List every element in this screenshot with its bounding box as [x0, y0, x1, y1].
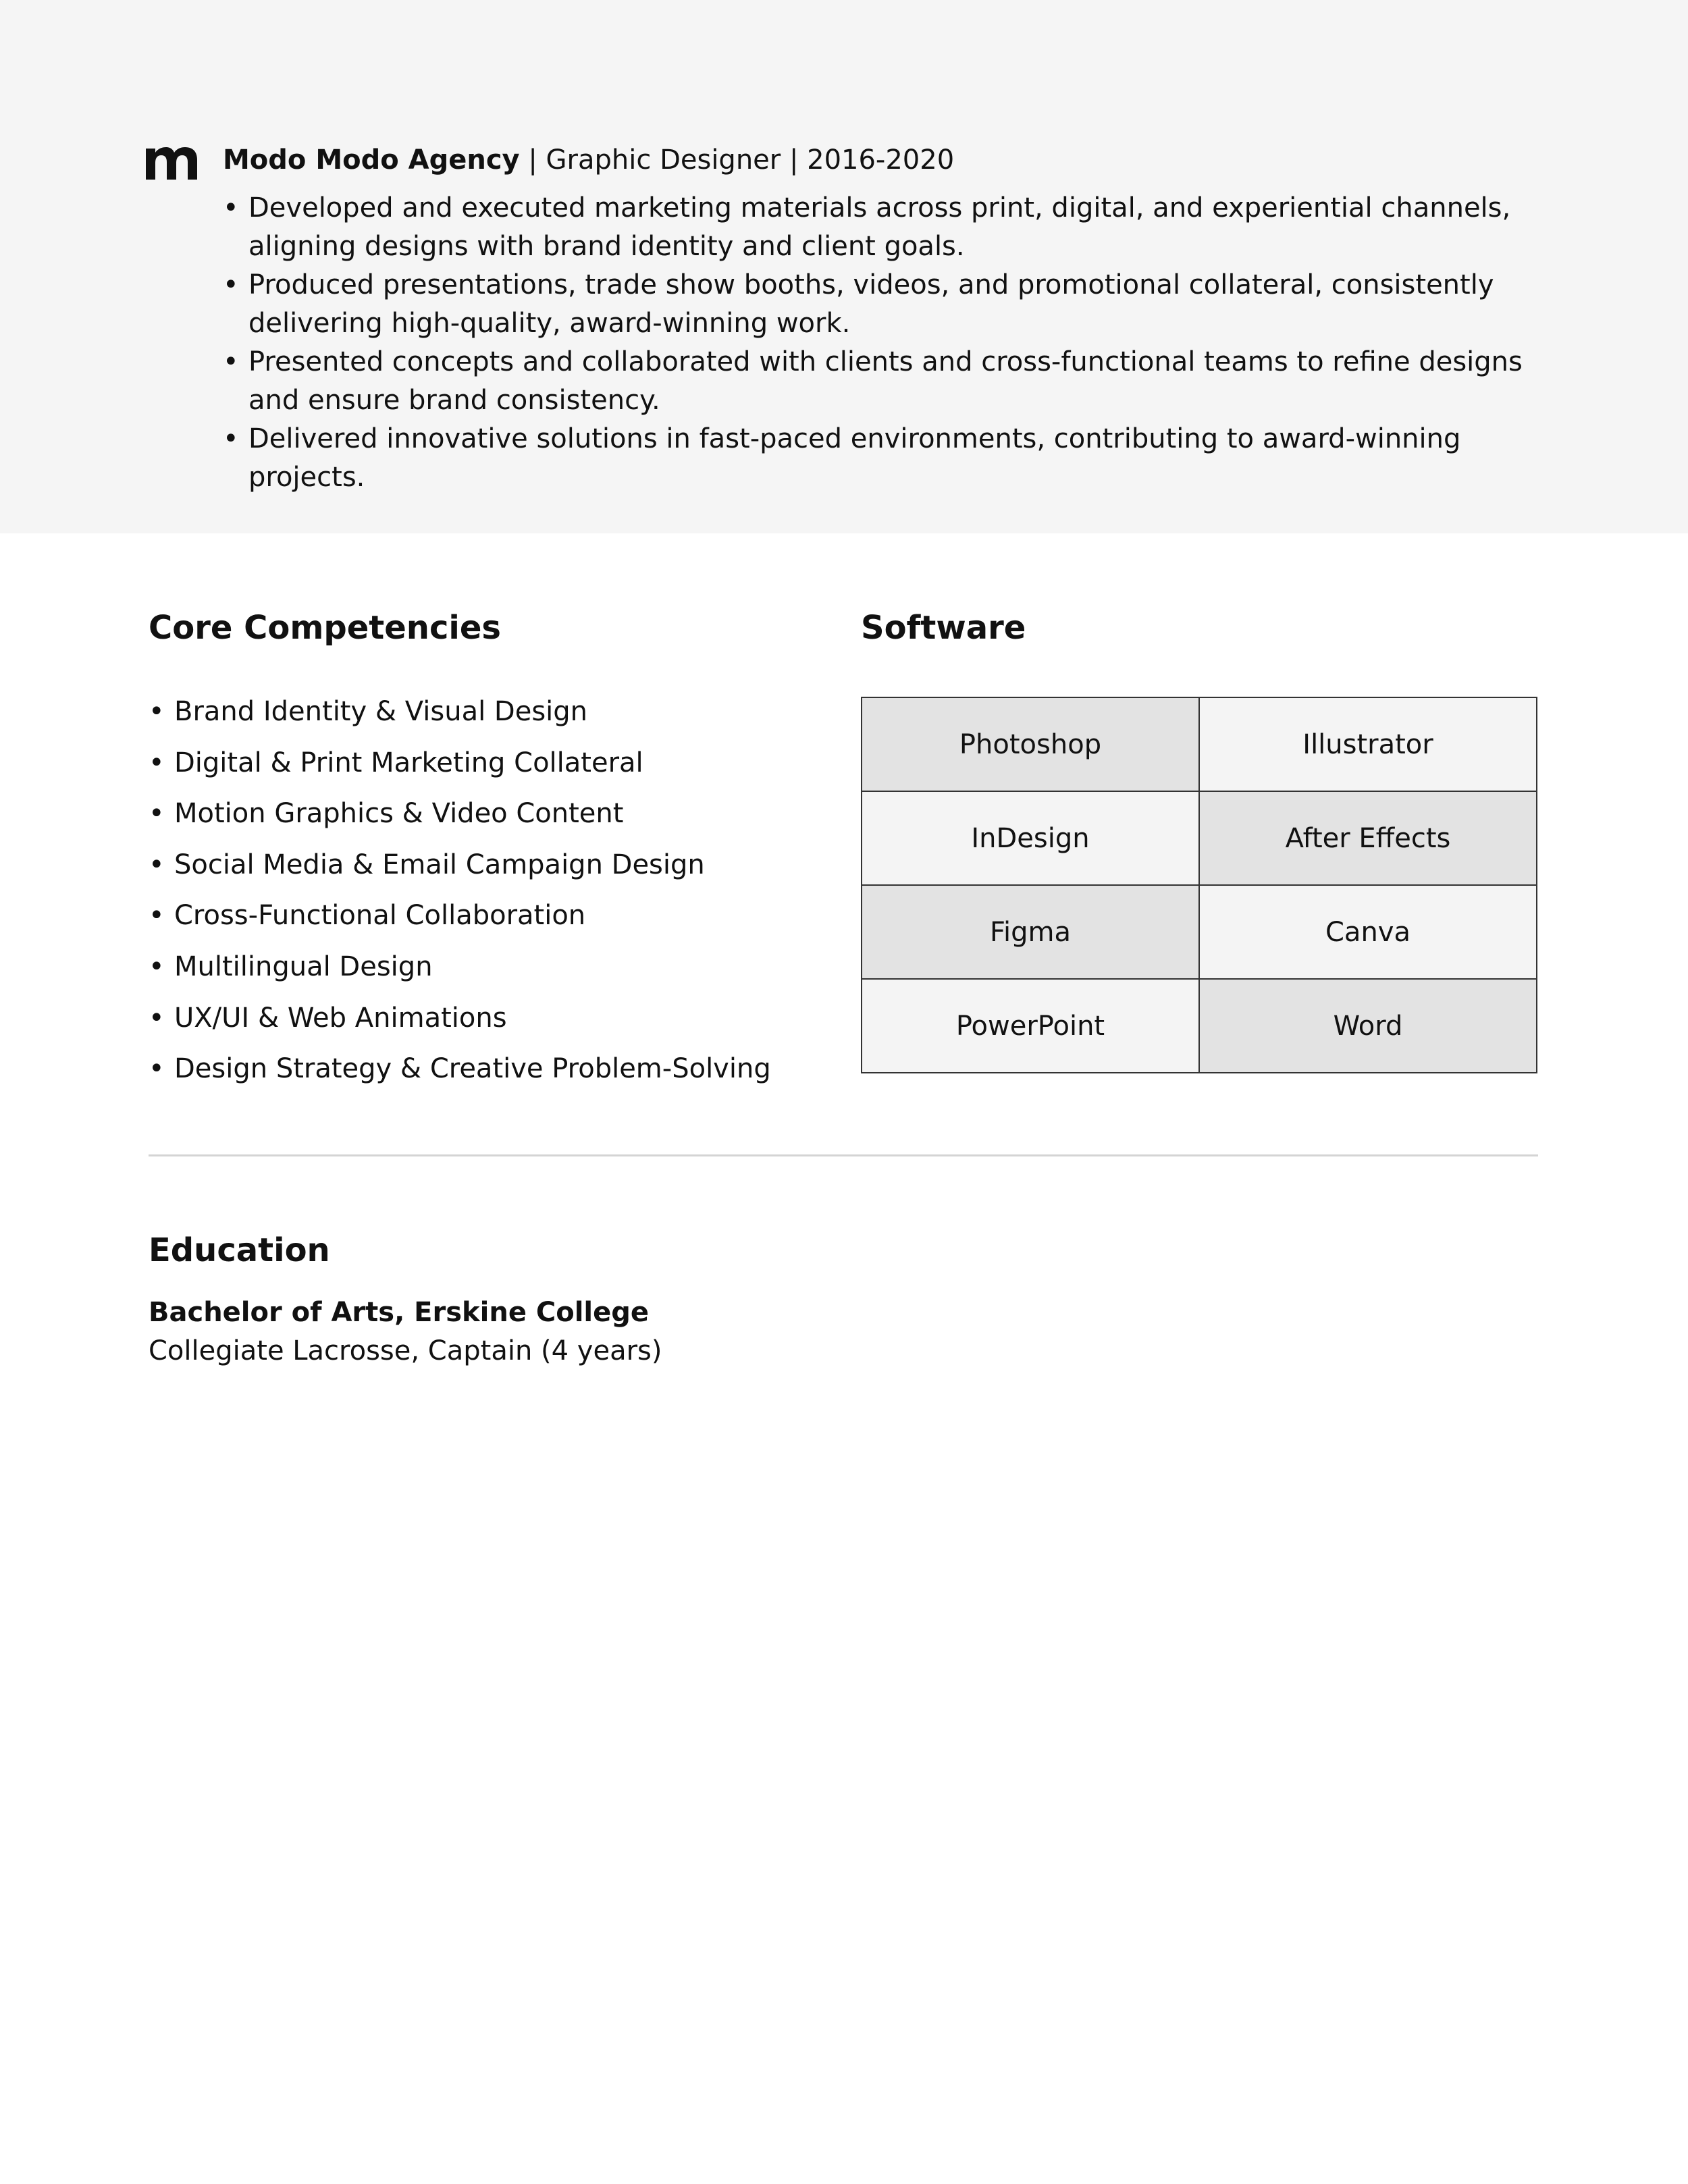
education-heading: Education — [149, 1231, 330, 1269]
modo-modo-logo-icon — [146, 143, 204, 180]
software-heading: Software — [861, 609, 1026, 647]
job-title-line — [223, 140, 954, 180]
competency-item: • Motion Graphics & Video Content — [149, 789, 771, 840]
software-cell: Photoshop — [862, 697, 1199, 791]
competency-item: • Brand Identity & Visual Design — [149, 687, 771, 738]
education-degree: Bachelor of Arts, Erskine College — [149, 1297, 650, 1328]
competency-item: • UX/UI & Web Animations — [149, 993, 771, 1044]
competency-item: • Design Strategy & Creative Problem-Solving — [149, 1044, 771, 1095]
software-cell: Figma — [862, 885, 1199, 979]
software-cell: After Effects — [1199, 791, 1537, 885]
competency-item: • Cross-Functional Collaboration — [149, 890, 771, 942]
company-name: Modo Modo Agency — [223, 144, 520, 176]
software-cell: InDesign — [862, 791, 1199, 885]
experience-bullet: • Developed and executed marketing materials across print, digital, and experiential channels, aligning designs with brand identity and client goals. — [223, 189, 1566, 266]
software-row — [862, 885, 1537, 979]
core-competencies-heading: Core Competencies — [149, 609, 501, 647]
experience-bullets — [223, 189, 1566, 497]
software-cell: Canva — [1199, 885, 1537, 979]
experience-bullet: • Produced presentations, trade show booths, videos, and promotional collateral, consistently delivering high-quality, award-winning work. — [223, 266, 1566, 343]
competency-item: • Digital & Print Marketing Collateral — [149, 738, 771, 789]
software-row — [862, 697, 1537, 791]
experience-bullet: • Presented concepts and collaborated with clients and cross-functional teams to refine designs and ensure brand consistency. — [223, 343, 1566, 420]
competencies-list — [149, 687, 771, 1095]
software-row — [862, 979, 1537, 1073]
competency-item: • Social Media & Email Campaign Design — [149, 840, 771, 891]
software-grid — [861, 697, 1537, 1073]
section-divider — [149, 1154, 1538, 1156]
competency-item: • Multilingual Design — [149, 942, 771, 993]
experience-section — [0, 0, 1688, 533]
experience-bullet: • Delivered innovative solutions in fast-paced environments, contributing to award-winning projects. — [223, 420, 1566, 497]
role-and-dates: | Graphic Designer | 2016-2020 — [519, 144, 955, 176]
education-note: Collegiate Lacrosse, Captain (4 years) — [149, 1335, 662, 1366]
software-cell: PowerPoint — [862, 979, 1199, 1073]
software-cell: Word — [1199, 979, 1537, 1073]
software-cell: Illustrator — [1199, 697, 1537, 791]
software-row — [862, 791, 1537, 885]
